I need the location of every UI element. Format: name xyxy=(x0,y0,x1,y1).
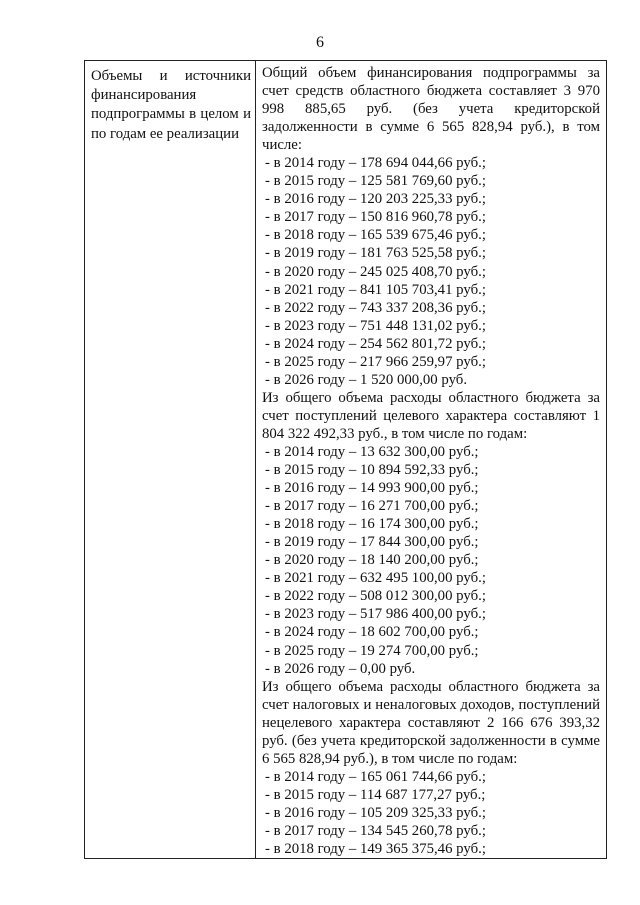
year-amount-line: - в 2016 году – 14 993 900,00 руб.; xyxy=(265,480,479,497)
year-amount-line: - в 2019 году – 17 844 300,00 руб.; xyxy=(265,534,479,551)
year-amount-line: - в 2023 году – 517 986 400,00 руб.; xyxy=(265,606,486,623)
year-amount-line: - в 2016 году – 120 203 225,33 руб.; xyxy=(265,191,486,208)
year-amount-line: - в 2023 году – 751 448 131,02 руб.; xyxy=(265,317,486,334)
year-amount-line: - в 2014 году – 178 694 044,66 руб.; xyxy=(265,155,486,172)
financing-content xyxy=(256,61,606,858)
year-amount-line: - в 2021 году – 632 495 100,00 руб.; xyxy=(265,570,486,587)
total-by-year-list xyxy=(262,154,600,389)
page-number: 6 xyxy=(316,34,324,51)
tax-intro: Из общего объема расходы областного бюджета за счет налоговых и неналоговых доходов, поступлений нецелевого характера составляют 2 166 676 393,32 руб. (без учета кредиторской задолженности в сумме 6 565 828,94 руб.), в том числе по годам: xyxy=(262,678,600,767)
passport-table xyxy=(84,60,607,859)
table-row xyxy=(85,61,607,859)
year-amount-line: - в 2018 году – 165 539 675,46 руб.; xyxy=(265,227,486,244)
year-amount-line: - в 2024 году – 18 602 700,00 руб.; xyxy=(265,624,479,641)
year-amount-line: - в 2026 году – 0,00 руб. xyxy=(265,660,416,677)
year-amount-line: - в 2019 году – 181 763 525,58 руб.; xyxy=(265,245,486,262)
content-cell xyxy=(256,61,607,859)
year-amount-line: - в 2015 году – 114 687 177,27 руб.; xyxy=(265,786,486,803)
total-intro: Общий объем финансирования подпрограммы за счет средств областного бюджета составляет 3 970 998 885,65 руб. (без учета кредиторской задолженности в сумме 6 565 828,94 руб.), в том числе: xyxy=(262,65,600,154)
year-amount-line: - в 2015 году – 125 581 769,60 руб.; xyxy=(265,173,486,190)
year-amount-line: - в 2014 году – 165 061 744,66 руб.; xyxy=(265,768,486,785)
targeted-intro: Из общего объема расходы областного бюджета за счет поступлений целевого характера составляют 1 804 322 492,33 руб., в том числе по годам: xyxy=(262,389,600,442)
year-amount-line: - в 2018 году – 149 365 375,46 руб.; xyxy=(265,841,486,858)
year-amount-line: - в 2017 году – 134 545 260,78 руб.; xyxy=(265,822,486,839)
year-amount-line: - в 2020 году – 245 025 408,70 руб.; xyxy=(265,263,486,280)
year-amount-line: - в 2020 году – 18 140 200,00 руб.; xyxy=(265,552,479,569)
year-amount-line: - в 2015 году – 10 894 592,33 руб.; xyxy=(265,462,479,479)
year-amount-line: - в 2024 году – 254 562 801,72 руб.; xyxy=(265,335,486,352)
tax-by-year-list xyxy=(262,768,600,858)
row-label: Объемы и источники финансирования подпрограммы в целом и по годам ее реализации xyxy=(91,68,251,142)
year-amount-line: - в 2016 году – 105 209 325,33 руб.; xyxy=(265,804,486,821)
year-amount-line: - в 2021 году – 841 105 703,41 руб.; xyxy=(265,281,486,298)
year-amount-line: - в 2025 году – 19 274 700,00 руб.; xyxy=(265,642,479,659)
year-amount-line: - в 2025 году – 217 966 259,97 руб.; xyxy=(265,353,486,370)
year-amount-line: - в 2026 году – 1 520 000,00 руб. xyxy=(265,371,468,388)
year-amount-line: - в 2017 году – 16 271 700,00 руб.; xyxy=(265,498,479,515)
targeted-by-year-list xyxy=(262,443,600,678)
year-amount-line: - в 2022 году – 743 337 208,36 руб.; xyxy=(265,299,486,316)
year-amount-line: - в 2022 году – 508 012 300,00 руб.; xyxy=(265,588,486,605)
year-amount-line: - в 2018 году – 16 174 300,00 руб.; xyxy=(265,516,479,533)
label-cell xyxy=(85,61,256,859)
year-amount-line: - в 2014 году – 13 632 300,00 руб.; xyxy=(265,443,479,460)
year-amount-line: - в 2017 году – 150 816 960,78 руб.; xyxy=(265,209,486,226)
